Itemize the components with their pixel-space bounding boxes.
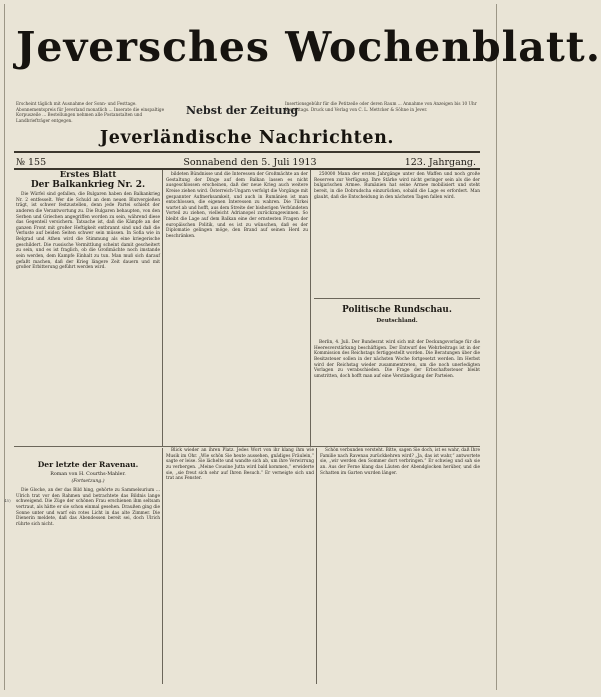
serial-text-2: Blick wieder an ihren Platz. Jedes Wort von ihr klang ihm wie Musik im Ohr. „Wie schön Sie heute aussehen, gnädiges Fräulein,“ sagte er leise. Sie lächelte und wandte sich ab, um ihre Verwirrung zu verbergen. „Meine Cousine Jutta wird bald kommen,“ erwiderte sie, „sie freut sich sehr auf Ihren Besuch.“ Er verneigte sich und trat ans Fenster. (166, 448, 314, 482)
supplement-note: Nebst der Zeitung (186, 104, 299, 117)
article-column-2 (166, 172, 308, 444)
column-divider-2 (310, 170, 311, 446)
rundschau-column (314, 340, 480, 444)
divider-rundschau (314, 298, 480, 299)
serial-line-number: 45) (4, 498, 11, 503)
article-column-3 (314, 172, 480, 260)
article-title: Der Balkankrieg Nr. 2. (30, 180, 146, 190)
article-column-1 (16, 192, 160, 410)
article-text-1: Die Würfel sind gefallen, die Bulgaren haben den Balkankrieg Nr. 2 entfesselt. Wer die Schuld an dem neuen Blutvergießen trägt, ist schwer festzustellen, denn jede Partei schiebt der anderen die Verantwortung zu. Die Bulgaren behaupten, von den Serben und Griechen angegriffen worden zu sein, während diese das Gegenteil versichern. Tatsache ist, daß die Kämpfe an der ganzen Front mit großer Heftigkeit entbrannt sind und daß die Verluste auf beiden Seiten schwer sein müssen. In Sofia wie in Belgrad und Athen wird die Stimmung als eine kriegerische geschildert. Die russische Vermittlung scheint damit gescheitert zu sein, und es ist fraglich, ob die Großmächte noch imstande sein werden, dem Kampfe Einhalt zu tun. Man muß sich darauf gefaßt machen, daß der Krieg längere Zeit dauern und mit großer Erbitterung geführt werden wird. (16, 192, 160, 271)
serial-column-2 (166, 448, 314, 684)
column-divider-3 (162, 448, 163, 684)
masthead-title: Jeversches Wochenblatt. (16, 23, 601, 71)
rule-top (14, 151, 480, 153)
section-deutschland: Deutschland. (376, 318, 418, 324)
serial-column-1 (16, 488, 160, 684)
article-text-3: 250000 Mann der ersten Jahrgänge unter den Waffen und noch große Reserven zur Verfügung. Ihre Stärke wird nicht geringer sein als die der bulgarischen Armee. Rumänien hat seine Armee mobilisiert und steht bereit, in die Dobrudscha einzurücken, sobald die Lage es erfordert. Man glaubt, daß die Entscheidung in den nächsten Tagen fallen wird. (314, 172, 480, 200)
serial-title: Der letzte der Ravenau. (37, 460, 139, 469)
column-divider-1 (162, 170, 163, 446)
issue-date: Sonnabend den 5. Juli 1913 (183, 157, 317, 168)
section-erstes-blatt: Erstes Blatt (59, 170, 117, 180)
subscription-info: Erscheint täglich mit Ausnahme der Sonn- und Festtage. Abonnementspreis für Jeverland monatlich ... Inserate die einspaltige Korpuszeile ... Bestellungen nehmen alle Postanstalten und Landbriefträger entgegen. (16, 101, 165, 123)
feuilleton-rule (14, 446, 480, 447)
serial-column-3 (320, 448, 480, 684)
issue-number: № 155 (16, 157, 47, 168)
section-rundschau: Politische Rundschau. (342, 305, 452, 315)
publisher-info: Insertionsgebühr für die Petitzeile oder deren Raum ... Annahme von Anzeigen bis 10 Uhr Vormittags. Druck und Verlag von C. L. Mettcker & Söhne in Jever. (285, 101, 477, 112)
serial-text-1: Die Glocke, an der das Bild hing, gehörte zu Sammelsurium ... Ulrich trat vor den Rahmen und betrachtete das Bildnis lange schweigend. Die Züge der schönen Frau erschienen ihm seltsam vertraut, als hätte er sie schon einmal gesehen. Draußen ging die Sonne unter und warf ein rotes Licht in das alte Zimmer. Die Dienerin meldete, daß das Abendessen bereit sei, doch Ulrich rührte sich nicht. (16, 488, 160, 527)
serial-author: Roman von H. Courths-Mahler. (50, 472, 126, 477)
serial-text-3: Schön verbunden versteht. Bitte, sagen Sie doch, ist es wahr, daß Ihre Familie nach Ravenau zurückkehren wird? „Ja, das ist wahr,“ antwortete sie, „wir werden den Sommer dort verbringen.“ Er schwieg und sah sie an. Aus der Ferne klang das Läuten der Abendglocken herüber, und die Schatten im Garten wurden länger. (320, 448, 480, 476)
paper-subtitle: Jeverländische Nachrichten. (99, 128, 395, 148)
article-text-2: bildeten Bündnisse und die Interessen der Großmächte an der Gestaltung der Dinge auf dem Balkan lassen es nicht ausgeschlossen erscheinen, daß der neue Krieg auch weitere Kreise ziehen wird. Österreich-Ungarn verfolgt die Vorgänge mit gespannter Aufmerksamkeit, und auch in Rumänien ist man entschlossen, die eigenen Interessen zu wahren. Die Türkei wartet ab und hofft, aus dem Streite der bisherigen Verbündeten Vorteil zu ziehen, vielleicht Adrianopel zurückzugewinnen. So bleibt die Lage auf dem Balkan eine der ernstesten Fragen der europäischen Politik, und es ist zu wünschen, daß es der Diplomatie gelingen möge, den Brand auf seinen Herd zu beschränken. (166, 172, 308, 239)
column-divider-4 (316, 448, 317, 684)
serial-note: (Fortsetzung.) (71, 479, 105, 484)
issue-year: 123. Jahrgang. (404, 157, 476, 168)
rundschau-text: Berlin, 4. Juli. Der Bundesrat wird sich mit der Deckungsvorlage für die Heeresverstärkung beschäftigen. Der Entwurf des Wehrbeitrags ist in der Kommission des Reichstags fertiggestellt worden. Die Beratungen über die Besitzsteuer sollen in der nächsten Woche fortgesetzt werden. Im Herbst wird der Reichstag wieder zusammentreten, um die noch unerledigten Vorlagen zu verabschieden. Die Frage der Erbschaftssteuer bleibt umstritten, doch hofft man auf eine Verständigung der Parteien. (314, 340, 480, 379)
